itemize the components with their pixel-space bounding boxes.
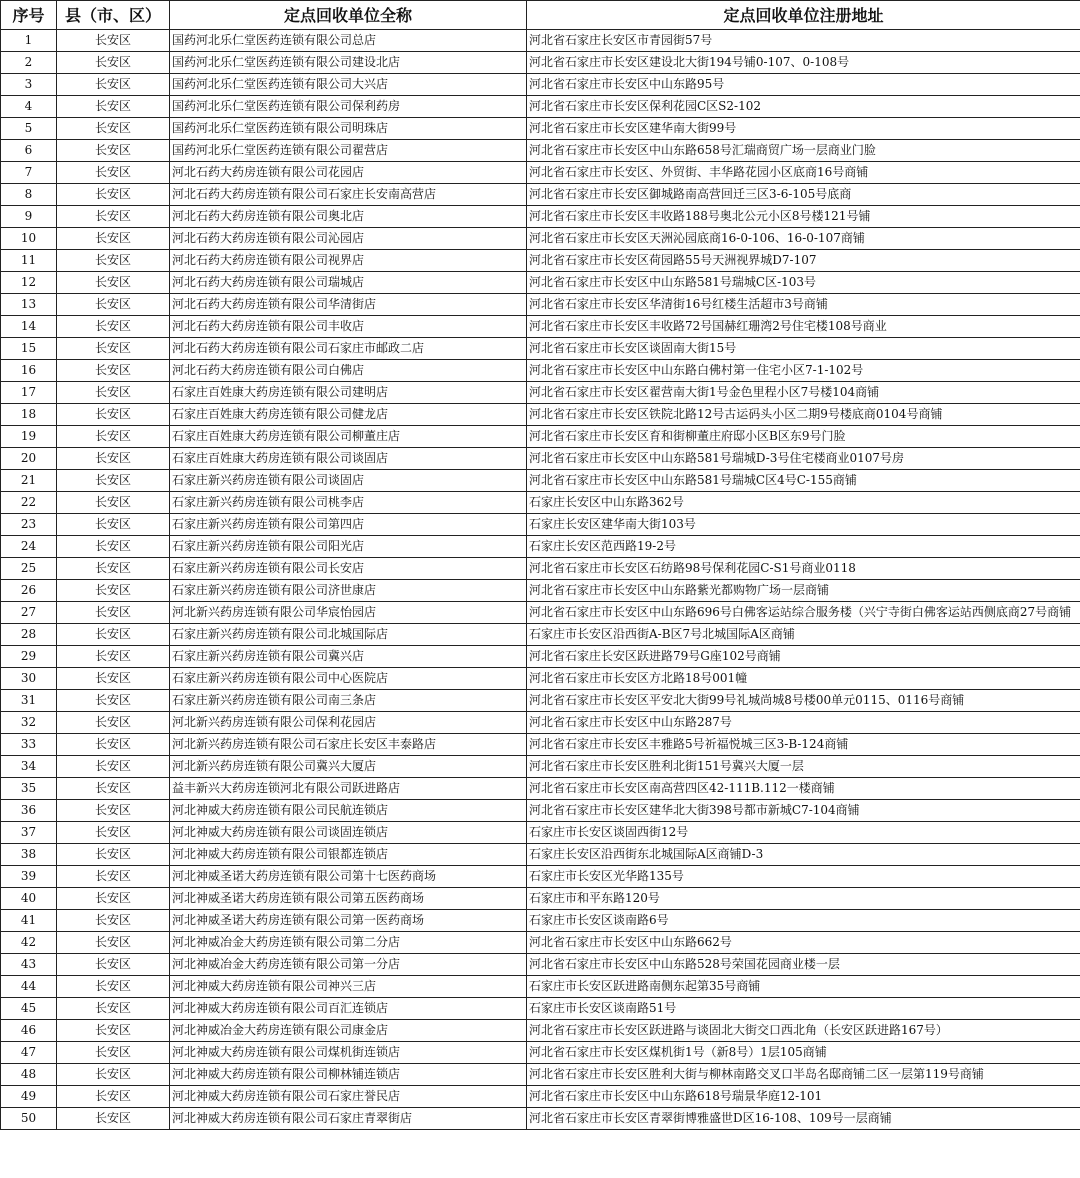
row-unit-name: 石家庄新兴药房连锁有限公司长安店 bbox=[170, 558, 527, 580]
row-index: 35 bbox=[1, 778, 57, 800]
row-index: 42 bbox=[1, 932, 57, 954]
table-row bbox=[1, 514, 1080, 536]
row-index: 47 bbox=[1, 1042, 57, 1064]
row-unit-address: 河北省石家庄市长安区华清街16号红楼生活超市3号商铺 bbox=[527, 294, 1080, 316]
table-row bbox=[1, 1020, 1080, 1042]
row-district: 长安区 bbox=[57, 206, 170, 228]
row-unit-address: 石家庄市长安区谈南路6号 bbox=[527, 910, 1080, 932]
row-index: 33 bbox=[1, 734, 57, 756]
row-unit-address: 河北省石家庄市长安区青翠街博雅盛世D区16-108、109号一层商铺 bbox=[527, 1108, 1080, 1130]
row-district: 长安区 bbox=[57, 492, 170, 514]
row-unit-name: 石家庄新兴药房连锁有限公司谈固店 bbox=[170, 470, 527, 492]
row-unit-name: 河北石药大药房连锁有限公司视界店 bbox=[170, 250, 527, 272]
row-unit-name: 河北神威圣诺大药房连锁有限公司第五医药商场 bbox=[170, 888, 527, 910]
row-district: 长安区 bbox=[57, 294, 170, 316]
row-unit-address: 河北省石家庄市长安区铁院北路12号古运码头小区二期9号楼底商0104号商铺 bbox=[527, 404, 1080, 426]
row-district: 长安区 bbox=[57, 1020, 170, 1042]
table-row bbox=[1, 558, 1080, 580]
row-index: 11 bbox=[1, 250, 57, 272]
row-unit-address: 河北省石家庄长安区跃进路79号G座102号商铺 bbox=[527, 646, 1080, 668]
row-index: 25 bbox=[1, 558, 57, 580]
row-index: 37 bbox=[1, 822, 57, 844]
table-row bbox=[1, 118, 1080, 140]
row-unit-address: 石家庄市长安区光华路135号 bbox=[527, 866, 1080, 888]
row-district: 长安区 bbox=[57, 470, 170, 492]
row-district: 长安区 bbox=[57, 1064, 170, 1086]
row-index: 40 bbox=[1, 888, 57, 910]
table-row bbox=[1, 1064, 1080, 1086]
row-district: 长安区 bbox=[57, 778, 170, 800]
row-unit-address: 河北省石家庄市长安区中山东路581号瑞城C区4号C-155商铺 bbox=[527, 470, 1080, 492]
row-district: 长安区 bbox=[57, 118, 170, 140]
row-unit-name: 国药河北乐仁堂医药连锁有限公司明珠店 bbox=[170, 118, 527, 140]
row-unit-name: 河北石药大药房连锁有限公司瑞城店 bbox=[170, 272, 527, 294]
row-index: 34 bbox=[1, 756, 57, 778]
row-unit-name: 国药河北乐仁堂医药连锁有限公司总店 bbox=[170, 30, 527, 52]
row-unit-address: 石家庄长安区建华南大街103号 bbox=[527, 514, 1080, 536]
row-district: 长安区 bbox=[57, 184, 170, 206]
row-index: 38 bbox=[1, 844, 57, 866]
row-unit-address: 河北省石家庄市长安区中山东路95号 bbox=[527, 74, 1080, 96]
row-index: 43 bbox=[1, 954, 57, 976]
row-index: 4 bbox=[1, 96, 57, 118]
table-row bbox=[1, 646, 1080, 668]
row-unit-name: 石家庄新兴药房连锁有限公司南三条店 bbox=[170, 690, 527, 712]
row-unit-name: 石家庄新兴药房连锁有限公司第四店 bbox=[170, 514, 527, 536]
table-row bbox=[1, 954, 1080, 976]
row-index: 18 bbox=[1, 404, 57, 426]
table-row bbox=[1, 998, 1080, 1020]
row-unit-name: 河北石药大药房连锁有限公司花园店 bbox=[170, 162, 527, 184]
row-district: 长安区 bbox=[57, 712, 170, 734]
row-unit-address: 石家庄市长安区跃进路南侧东起第35号商铺 bbox=[527, 976, 1080, 998]
row-unit-address: 河北省石家庄市长安区中山东路618号瑞景华庭12-101 bbox=[527, 1086, 1080, 1108]
row-unit-address: 河北省石家庄市长安区跃进路与谈固北大街交口西北角（长安区跃进路167号） bbox=[527, 1020, 1080, 1042]
row-district: 长安区 bbox=[57, 866, 170, 888]
row-district: 长安区 bbox=[57, 30, 170, 52]
table-row bbox=[1, 690, 1080, 712]
row-unit-name: 石家庄新兴药房连锁有限公司北城国际店 bbox=[170, 624, 527, 646]
row-unit-name: 河北神威大药房连锁有限公司百汇连锁店 bbox=[170, 998, 527, 1020]
row-district: 长安区 bbox=[57, 624, 170, 646]
row-unit-address: 河北省石家庄市长安区煤机街1号（新8号）1层105商铺 bbox=[527, 1042, 1080, 1064]
row-unit-address: 河北省石家庄市长安区中山东路581号瑞城C区-103号 bbox=[527, 272, 1080, 294]
row-unit-address: 石家庄市长安区沿西街A-B区7号北城国际A区商铺 bbox=[527, 624, 1080, 646]
table-row bbox=[1, 470, 1080, 492]
row-unit-name: 国药河北乐仁堂医药连锁有限公司保利药房 bbox=[170, 96, 527, 118]
table-row bbox=[1, 96, 1080, 118]
row-index: 8 bbox=[1, 184, 57, 206]
row-unit-name: 河北神威大药房连锁有限公司谈固连锁店 bbox=[170, 822, 527, 844]
row-unit-address: 石家庄市长安区谈南路51号 bbox=[527, 998, 1080, 1020]
row-index: 2 bbox=[1, 52, 57, 74]
row-unit-name: 河北新兴药房连锁有限公司保利花园店 bbox=[170, 712, 527, 734]
table-row bbox=[1, 338, 1080, 360]
row-unit-name: 国药河北乐仁堂医药连锁有限公司翟营店 bbox=[170, 140, 527, 162]
row-district: 长安区 bbox=[57, 888, 170, 910]
row-district: 长安区 bbox=[57, 954, 170, 976]
row-district: 长安区 bbox=[57, 756, 170, 778]
row-unit-address: 河北省石家庄市长安区南高营四区42-111B.112一楼商铺 bbox=[527, 778, 1080, 800]
table-row bbox=[1, 800, 1080, 822]
row-district: 长安区 bbox=[57, 1108, 170, 1130]
table-row bbox=[1, 1086, 1080, 1108]
row-unit-name: 石家庄新兴药房连锁有限公司阳光店 bbox=[170, 536, 527, 558]
row-district: 长安区 bbox=[57, 822, 170, 844]
row-unit-address: 河北省石家庄市长安区保利花园C区S2-102 bbox=[527, 96, 1080, 118]
row-unit-name: 河北新兴药房连锁有限公司华宸怡园店 bbox=[170, 602, 527, 624]
row-district: 长安区 bbox=[57, 536, 170, 558]
row-unit-name: 河北神威冶金大药房连锁有限公司康金店 bbox=[170, 1020, 527, 1042]
table-row bbox=[1, 910, 1080, 932]
row-index: 19 bbox=[1, 426, 57, 448]
row-unit-name: 河北石药大药房连锁有限公司奥北店 bbox=[170, 206, 527, 228]
row-index: 30 bbox=[1, 668, 57, 690]
row-unit-address: 石家庄长安区沿西街东北城国际A区商铺D-3 bbox=[527, 844, 1080, 866]
row-index: 31 bbox=[1, 690, 57, 712]
row-unit-name: 石家庄百姓康大药房连锁有限公司建明店 bbox=[170, 382, 527, 404]
row-unit-name: 河北神威大药房连锁有限公司民航连锁店 bbox=[170, 800, 527, 822]
table-row bbox=[1, 734, 1080, 756]
row-index: 23 bbox=[1, 514, 57, 536]
table-row bbox=[1, 426, 1080, 448]
row-unit-name: 河北神威大药房连锁有限公司柳林铺连锁店 bbox=[170, 1064, 527, 1086]
table-row bbox=[1, 360, 1080, 382]
row-unit-name: 益丰新兴大药房连锁河北有限公司跃进路店 bbox=[170, 778, 527, 800]
table-row bbox=[1, 30, 1080, 52]
row-index: 48 bbox=[1, 1064, 57, 1086]
table-row bbox=[1, 74, 1080, 96]
table-row bbox=[1, 866, 1080, 888]
row-index: 39 bbox=[1, 866, 57, 888]
table-row bbox=[1, 1108, 1080, 1130]
row-unit-name: 河北神威大药房连锁有限公司煤机街连锁店 bbox=[170, 1042, 527, 1064]
row-district: 长安区 bbox=[57, 52, 170, 74]
row-unit-name: 河北石药大药房连锁有限公司华清街店 bbox=[170, 294, 527, 316]
row-index: 46 bbox=[1, 1020, 57, 1042]
row-district: 长安区 bbox=[57, 360, 170, 382]
row-index: 20 bbox=[1, 448, 57, 470]
table-row bbox=[1, 316, 1080, 338]
table-row bbox=[1, 932, 1080, 954]
row-unit-name: 河北神威圣诺大药房连锁有限公司第一医药商场 bbox=[170, 910, 527, 932]
row-district: 长安区 bbox=[57, 800, 170, 822]
row-unit-name: 石家庄新兴药房连锁有限公司济世康店 bbox=[170, 580, 527, 602]
table-row bbox=[1, 844, 1080, 866]
row-unit-address: 河北省石家庄市长安区石纺路98号保利花园C-S1号商业0118 bbox=[527, 558, 1080, 580]
row-district: 长安区 bbox=[57, 316, 170, 338]
row-unit-name: 河北石药大药房连锁有限公司白佛店 bbox=[170, 360, 527, 382]
row-unit-address: 河北省石家庄市长安区中山东路658号汇瑞商贸广场一层商业门脸 bbox=[527, 140, 1080, 162]
table-row bbox=[1, 536, 1080, 558]
row-index: 15 bbox=[1, 338, 57, 360]
row-unit-name: 国药河北乐仁堂医药连锁有限公司建设北店 bbox=[170, 52, 527, 74]
row-index: 50 bbox=[1, 1108, 57, 1130]
row-unit-address: 河北省石家庄市长安区中山东路紫光都购物广场一层商铺 bbox=[527, 580, 1080, 602]
row-unit-address: 河北省石家庄市长安区中山东路287号 bbox=[527, 712, 1080, 734]
table-row bbox=[1, 580, 1080, 602]
row-index: 5 bbox=[1, 118, 57, 140]
row-unit-address: 石家庄市长安区谈固西街12号 bbox=[527, 822, 1080, 844]
row-unit-address: 河北省石家庄市长安区翟营南大街1号金色里程小区7号楼104商铺 bbox=[527, 382, 1080, 404]
row-unit-name: 河北石药大药房连锁有限公司丰收店 bbox=[170, 316, 527, 338]
row-unit-name: 河北石药大药房连锁有限公司石家庄市邮政二店 bbox=[170, 338, 527, 360]
row-index: 3 bbox=[1, 74, 57, 96]
table-body bbox=[1, 30, 1080, 1130]
table-row bbox=[1, 822, 1080, 844]
row-index: 9 bbox=[1, 206, 57, 228]
row-unit-address: 河北省石家庄市长安区御城路南高营回迁三区3-6-105号底商 bbox=[527, 184, 1080, 206]
row-district: 长安区 bbox=[57, 1086, 170, 1108]
row-unit-address: 河北省石家庄市长安区中山东路528号荣国花园商业楼一层 bbox=[527, 954, 1080, 976]
row-unit-address: 河北省石家庄市长安区丰收路72号国赫红珊湾2号住宅楼108号商业 bbox=[527, 316, 1080, 338]
row-index: 36 bbox=[1, 800, 57, 822]
row-index: 29 bbox=[1, 646, 57, 668]
table-row bbox=[1, 778, 1080, 800]
row-index: 12 bbox=[1, 272, 57, 294]
table-row bbox=[1, 602, 1080, 624]
row-index: 16 bbox=[1, 360, 57, 382]
row-district: 长安区 bbox=[57, 96, 170, 118]
row-district: 长安区 bbox=[57, 404, 170, 426]
row-unit-address: 河北省石家庄市长安区平安北大街99号礼城尚城8号楼00单元0115、0116号商铺 bbox=[527, 690, 1080, 712]
row-unit-name: 石家庄百姓康大药房连锁有限公司健龙店 bbox=[170, 404, 527, 426]
row-unit-address: 河北省石家庄市长安区荷园路55号天洲视界城D7-107 bbox=[527, 250, 1080, 272]
row-district: 长安区 bbox=[57, 690, 170, 712]
row-index: 45 bbox=[1, 998, 57, 1020]
row-district: 长安区 bbox=[57, 382, 170, 404]
row-index: 44 bbox=[1, 976, 57, 998]
table-row bbox=[1, 162, 1080, 184]
table-row bbox=[1, 1042, 1080, 1064]
row-unit-address: 河北省石家庄市长安区胜利北街151号冀兴大厦一层 bbox=[527, 756, 1080, 778]
row-unit-name: 河北神威大药房连锁有限公司神兴三店 bbox=[170, 976, 527, 998]
table-row bbox=[1, 976, 1080, 998]
row-district: 长安区 bbox=[57, 1042, 170, 1064]
table-row bbox=[1, 206, 1080, 228]
row-index: 22 bbox=[1, 492, 57, 514]
row-district: 长安区 bbox=[57, 668, 170, 690]
table-row bbox=[1, 52, 1080, 74]
row-unit-address: 河北省石家庄市长安区建设北大街194号铺0-107、0-108号 bbox=[527, 52, 1080, 74]
row-district: 长安区 bbox=[57, 558, 170, 580]
row-unit-address: 河北省石家庄市长安区中山东路581号瑞城D-3号住宅楼商业0107号房 bbox=[527, 448, 1080, 470]
row-index: 49 bbox=[1, 1086, 57, 1108]
row-index: 13 bbox=[1, 294, 57, 316]
row-unit-address: 河北省石家庄市长安区、外贸街、丰华路花园小区底商16号商铺 bbox=[527, 162, 1080, 184]
row-unit-name: 河北神威圣诺大药房连锁有限公司第十七医药商场 bbox=[170, 866, 527, 888]
row-district: 长安区 bbox=[57, 976, 170, 998]
row-district: 长安区 bbox=[57, 338, 170, 360]
table-row bbox=[1, 404, 1080, 426]
row-unit-name: 河北新兴药房连锁有限公司冀兴大厦店 bbox=[170, 756, 527, 778]
row-unit-address: 河北省石家庄市长安区中山东路662号 bbox=[527, 932, 1080, 954]
row-district: 长安区 bbox=[57, 910, 170, 932]
row-unit-address: 河北省石家庄市长安区中山东路白佛村第一住宅小区7-1-102号 bbox=[527, 360, 1080, 382]
row-district: 长安区 bbox=[57, 250, 170, 272]
row-unit-name: 河北石药大药房连锁有限公司石家庄长安南高营店 bbox=[170, 184, 527, 206]
row-unit-name: 河北神威大药房连锁有限公司银都连锁店 bbox=[170, 844, 527, 866]
row-unit-name: 河北神威大药房连锁有限公司石家庄青翠街店 bbox=[170, 1108, 527, 1130]
row-unit-address: 石家庄市和平东路120号 bbox=[527, 888, 1080, 910]
header-unit-address: 定点回收单位注册地址 bbox=[527, 1, 1080, 30]
row-district: 长安区 bbox=[57, 272, 170, 294]
row-index: 24 bbox=[1, 536, 57, 558]
row-unit-name: 石家庄百姓康大药房连锁有限公司谈固店 bbox=[170, 448, 527, 470]
row-unit-address: 河北省石家庄市长安区丰收路188号奥北公元小区8号楼121号铺 bbox=[527, 206, 1080, 228]
row-unit-address: 河北省石家庄市长安区丰雅路5号祈福悦城三区3-B-124商铺 bbox=[527, 734, 1080, 756]
row-unit-address: 河北省石家庄市长安区胜利大街与柳林南路交叉口半岛名邸商铺二区一层第119号商铺 bbox=[527, 1064, 1080, 1086]
row-district: 长安区 bbox=[57, 74, 170, 96]
row-unit-address: 河北省石家庄市长安区方北路18号001幢 bbox=[527, 668, 1080, 690]
row-index: 21 bbox=[1, 470, 57, 492]
table-row bbox=[1, 712, 1080, 734]
row-unit-address: 河北省石家庄长安区市青园街57号 bbox=[527, 30, 1080, 52]
header-unit-name: 定点回收单位全称 bbox=[170, 1, 527, 30]
row-unit-name: 国药河北乐仁堂医药连锁有限公司大兴店 bbox=[170, 74, 527, 96]
row-unit-address: 石家庄长安区中山东路362号 bbox=[527, 492, 1080, 514]
row-unit-address: 河北省石家庄市长安区建华北大街398号都市新城C7-104商铺 bbox=[527, 800, 1080, 822]
row-unit-name: 石家庄百姓康大药房连锁有限公司柳董庄店 bbox=[170, 426, 527, 448]
row-unit-name: 河北神威冶金大药房连锁有限公司第二分店 bbox=[170, 932, 527, 954]
row-unit-address: 河北省石家庄市长安区谈固南大街15号 bbox=[527, 338, 1080, 360]
row-district: 长安区 bbox=[57, 646, 170, 668]
row-unit-name: 石家庄新兴药房连锁有限公司冀兴店 bbox=[170, 646, 527, 668]
row-district: 长安区 bbox=[57, 998, 170, 1020]
row-index: 14 bbox=[1, 316, 57, 338]
row-district: 长安区 bbox=[57, 426, 170, 448]
row-unit-name: 石家庄新兴药房连锁有限公司桃李店 bbox=[170, 492, 527, 514]
header-row bbox=[1, 1, 1080, 30]
row-index: 26 bbox=[1, 580, 57, 602]
row-unit-name: 河北石药大药房连锁有限公司沁园店 bbox=[170, 228, 527, 250]
row-index: 7 bbox=[1, 162, 57, 184]
row-district: 长安区 bbox=[57, 932, 170, 954]
table-row bbox=[1, 492, 1080, 514]
table-row bbox=[1, 668, 1080, 690]
table-row bbox=[1, 140, 1080, 162]
row-index: 28 bbox=[1, 624, 57, 646]
table-row bbox=[1, 250, 1080, 272]
row-unit-name: 河北神威冶金大药房连锁有限公司第一分店 bbox=[170, 954, 527, 976]
row-district: 长安区 bbox=[57, 448, 170, 470]
row-district: 长安区 bbox=[57, 140, 170, 162]
row-unit-name: 石家庄新兴药房连锁有限公司中心医院店 bbox=[170, 668, 527, 690]
row-district: 长安区 bbox=[57, 734, 170, 756]
row-unit-address: 河北省石家庄市长安区建华南大街99号 bbox=[527, 118, 1080, 140]
header-index: 序号 bbox=[1, 1, 57, 30]
row-unit-address: 石家庄长安区范西路19-2号 bbox=[527, 536, 1080, 558]
row-index: 10 bbox=[1, 228, 57, 250]
row-district: 长安区 bbox=[57, 602, 170, 624]
row-district: 长安区 bbox=[57, 844, 170, 866]
row-district: 长安区 bbox=[57, 162, 170, 184]
row-index: 41 bbox=[1, 910, 57, 932]
row-index: 6 bbox=[1, 140, 57, 162]
table-row bbox=[1, 756, 1080, 778]
table-row bbox=[1, 228, 1080, 250]
table-row bbox=[1, 624, 1080, 646]
table-row bbox=[1, 448, 1080, 470]
table-row bbox=[1, 382, 1080, 404]
table-row bbox=[1, 272, 1080, 294]
row-unit-address: 河北省石家庄市长安区中山东路696号白佛客运站综合服务楼（兴宁寺街白佛客运站西侧底商27号商铺 bbox=[527, 602, 1080, 624]
row-district: 长安区 bbox=[57, 228, 170, 250]
row-unit-address: 河北省石家庄市长安区育和街柳董庄府邸小区B区东9号门脸 bbox=[527, 426, 1080, 448]
table-row bbox=[1, 184, 1080, 206]
table-row bbox=[1, 888, 1080, 910]
row-index: 32 bbox=[1, 712, 57, 734]
row-unit-name: 河北神威大药房连锁有限公司石家庄誉民店 bbox=[170, 1086, 527, 1108]
table-row bbox=[1, 294, 1080, 316]
row-index: 27 bbox=[1, 602, 57, 624]
row-index: 17 bbox=[1, 382, 57, 404]
row-unit-name: 河北新兴药房连锁有限公司石家庄长安区丰泰路店 bbox=[170, 734, 527, 756]
row-unit-address: 河北省石家庄市长安区天洲沁园底商16-0-106、16-0-107商铺 bbox=[527, 228, 1080, 250]
header-district: 县（市、区） bbox=[57, 1, 170, 30]
row-district: 长安区 bbox=[57, 580, 170, 602]
row-district: 长安区 bbox=[57, 514, 170, 536]
row-index: 1 bbox=[1, 30, 57, 52]
